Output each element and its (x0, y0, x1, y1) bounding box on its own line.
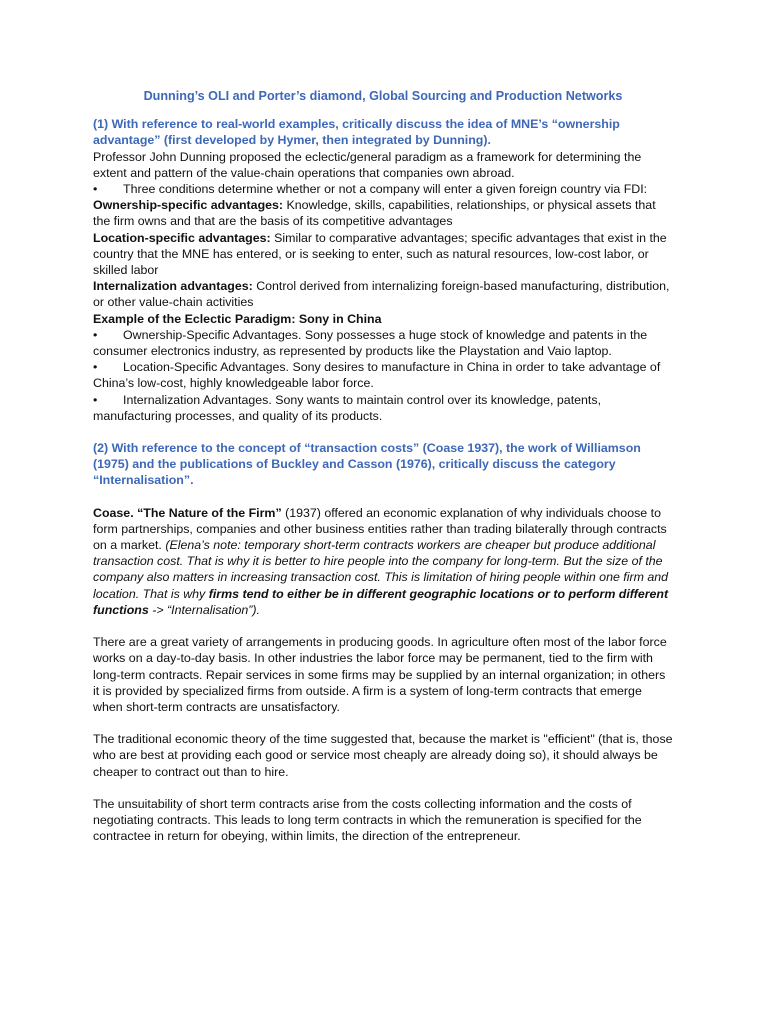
conditions-text: Three conditions determine whether or not a company will enter a given foreign country via FDI: (123, 182, 648, 197)
internalization-advantages (93, 278, 673, 310)
spacer (93, 715, 673, 731)
spacer (93, 489, 673, 505)
conditions-bullet (93, 181, 673, 197)
document-title: Dunning’s OLI and Porter’s diamond, Global Sourcing and Production Networks (143, 89, 623, 103)
unsuitability-paragraph: The unsuitability of short term contracts arise from the costs collecting information and the costs of negotiating contracts. This leads to long term contracts in which the remuneration is specified for the contractee in return for obeying, within limits, the direction of the entrepreneur. (93, 796, 642, 844)
question-2-heading: (2) With reference to the concept of “transaction costs” (Coase 1937), the work of Williamson (1975) and the publications of Buckley and Casson (1976), critically discuss the category “Internalisation”. (93, 441, 641, 488)
note-end: ). (252, 602, 260, 617)
ownership-advantages (93, 197, 673, 229)
example-text: Internalization Advantages. Sony wants to maintain control over its knowledge, patents, manufacturing processes, and quality of its products. (93, 392, 602, 423)
example-heading: Example of the Eclectic Paradigm: Sony in China (93, 311, 382, 326)
document-page (93, 88, 673, 844)
question-1-heading: (1) With reference to real-world examples, critically discuss the idea of MNE’s “ownership advantage” (first developed by Hymer, then integrated by Dunning). (93, 117, 620, 148)
spacer (93, 780, 673, 796)
example-bullet-ownership (93, 327, 673, 359)
bullet-mark: • (93, 392, 98, 407)
example-bullet-internalization (93, 392, 673, 424)
example-text: Ownership-Specific Advantages. Sony possesses a huge stock of knowledge and patents in the consumer electronics industry, as represented by products like the Playstation and Vaio laptop. (93, 327, 648, 359)
internalization-label: Internalization advantages: (93, 279, 253, 294)
arrangements-paragraph: There are a great variety of arrangements in producing goods. In agriculture often most of the labor force works on a day-to-day basis. In other industries the labor force may be permanent, tied to the firm with long-term contracts. Repair services in some firms may be supplied by an internal organization; in others it is provided by specialized firms from outside. A firm is a system of long-term contracts that emerge when short-term contracts are unsatisfactory. (93, 635, 667, 714)
example-bullet-location (93, 359, 673, 391)
note-bold: firms tend to either be in different geographic locations or to perform different functions (93, 586, 669, 617)
spacer (93, 424, 673, 440)
location-advantages (93, 230, 673, 279)
ownership-label: Ownership-specific advantages: (93, 198, 284, 213)
traditional-theory-paragraph: The traditional economic theory of the time suggested that, because the market is "efficient" (that is, those who are best at providing each good or service most cheaply are already doing so), it should always be cheaper to contract out than to hire. (93, 732, 673, 779)
note-arrow: -> “Internalisation” (148, 602, 253, 617)
coase-text: (1937) offered an economic explanation of why individuals choose to form partnerships, companies and other business entities rather than trading bilaterally through contracts on a market. (93, 505, 667, 553)
ownership-text: Knowledge, skills, capabilities, relationships, or physical assets that the firm owns and that are the basis of its competitive advantages (93, 198, 656, 229)
coase-label: Coase. “The Nature of the Firm” (93, 505, 282, 520)
bullet-mark: • (93, 327, 98, 342)
bullet-mark: • (93, 182, 98, 197)
example-text: Location-Specific Advantages. Sony desires to manufacture in China in order to take advantage of China’s low-cost, highly knowledgeable labor force. (93, 360, 661, 391)
location-label: Location-specific advantages: (93, 230, 271, 245)
note-italic: (Elena’s note: temporary short-term contracts workers are cheaper but produce additional transaction cost. That is why it is better to hire people into the company for long-term. But the size of the company also matters in increasing transaction cost. This is limitation of hiring people within one firm and location. That is why (93, 538, 669, 601)
internalization-text: Control derived from internalizing foreign-based manufacturing, distribution, or other value-chain activities (93, 279, 670, 310)
coase-paragraph (93, 505, 673, 618)
spacer (93, 618, 673, 634)
location-text: Similar to comparative advantages; specific advantages that exist in the country that the MNE has entered, or is seeking to enter, such as natural resources, low-cost labor, or skilled labor (93, 230, 667, 278)
bullet-mark: • (93, 360, 98, 375)
dunning-intro: Professor John Dunning proposed the eclectic/general paradigm as a framework for determining the extent and pattern of the value-chain operations that companies own abroad. (93, 149, 642, 180)
